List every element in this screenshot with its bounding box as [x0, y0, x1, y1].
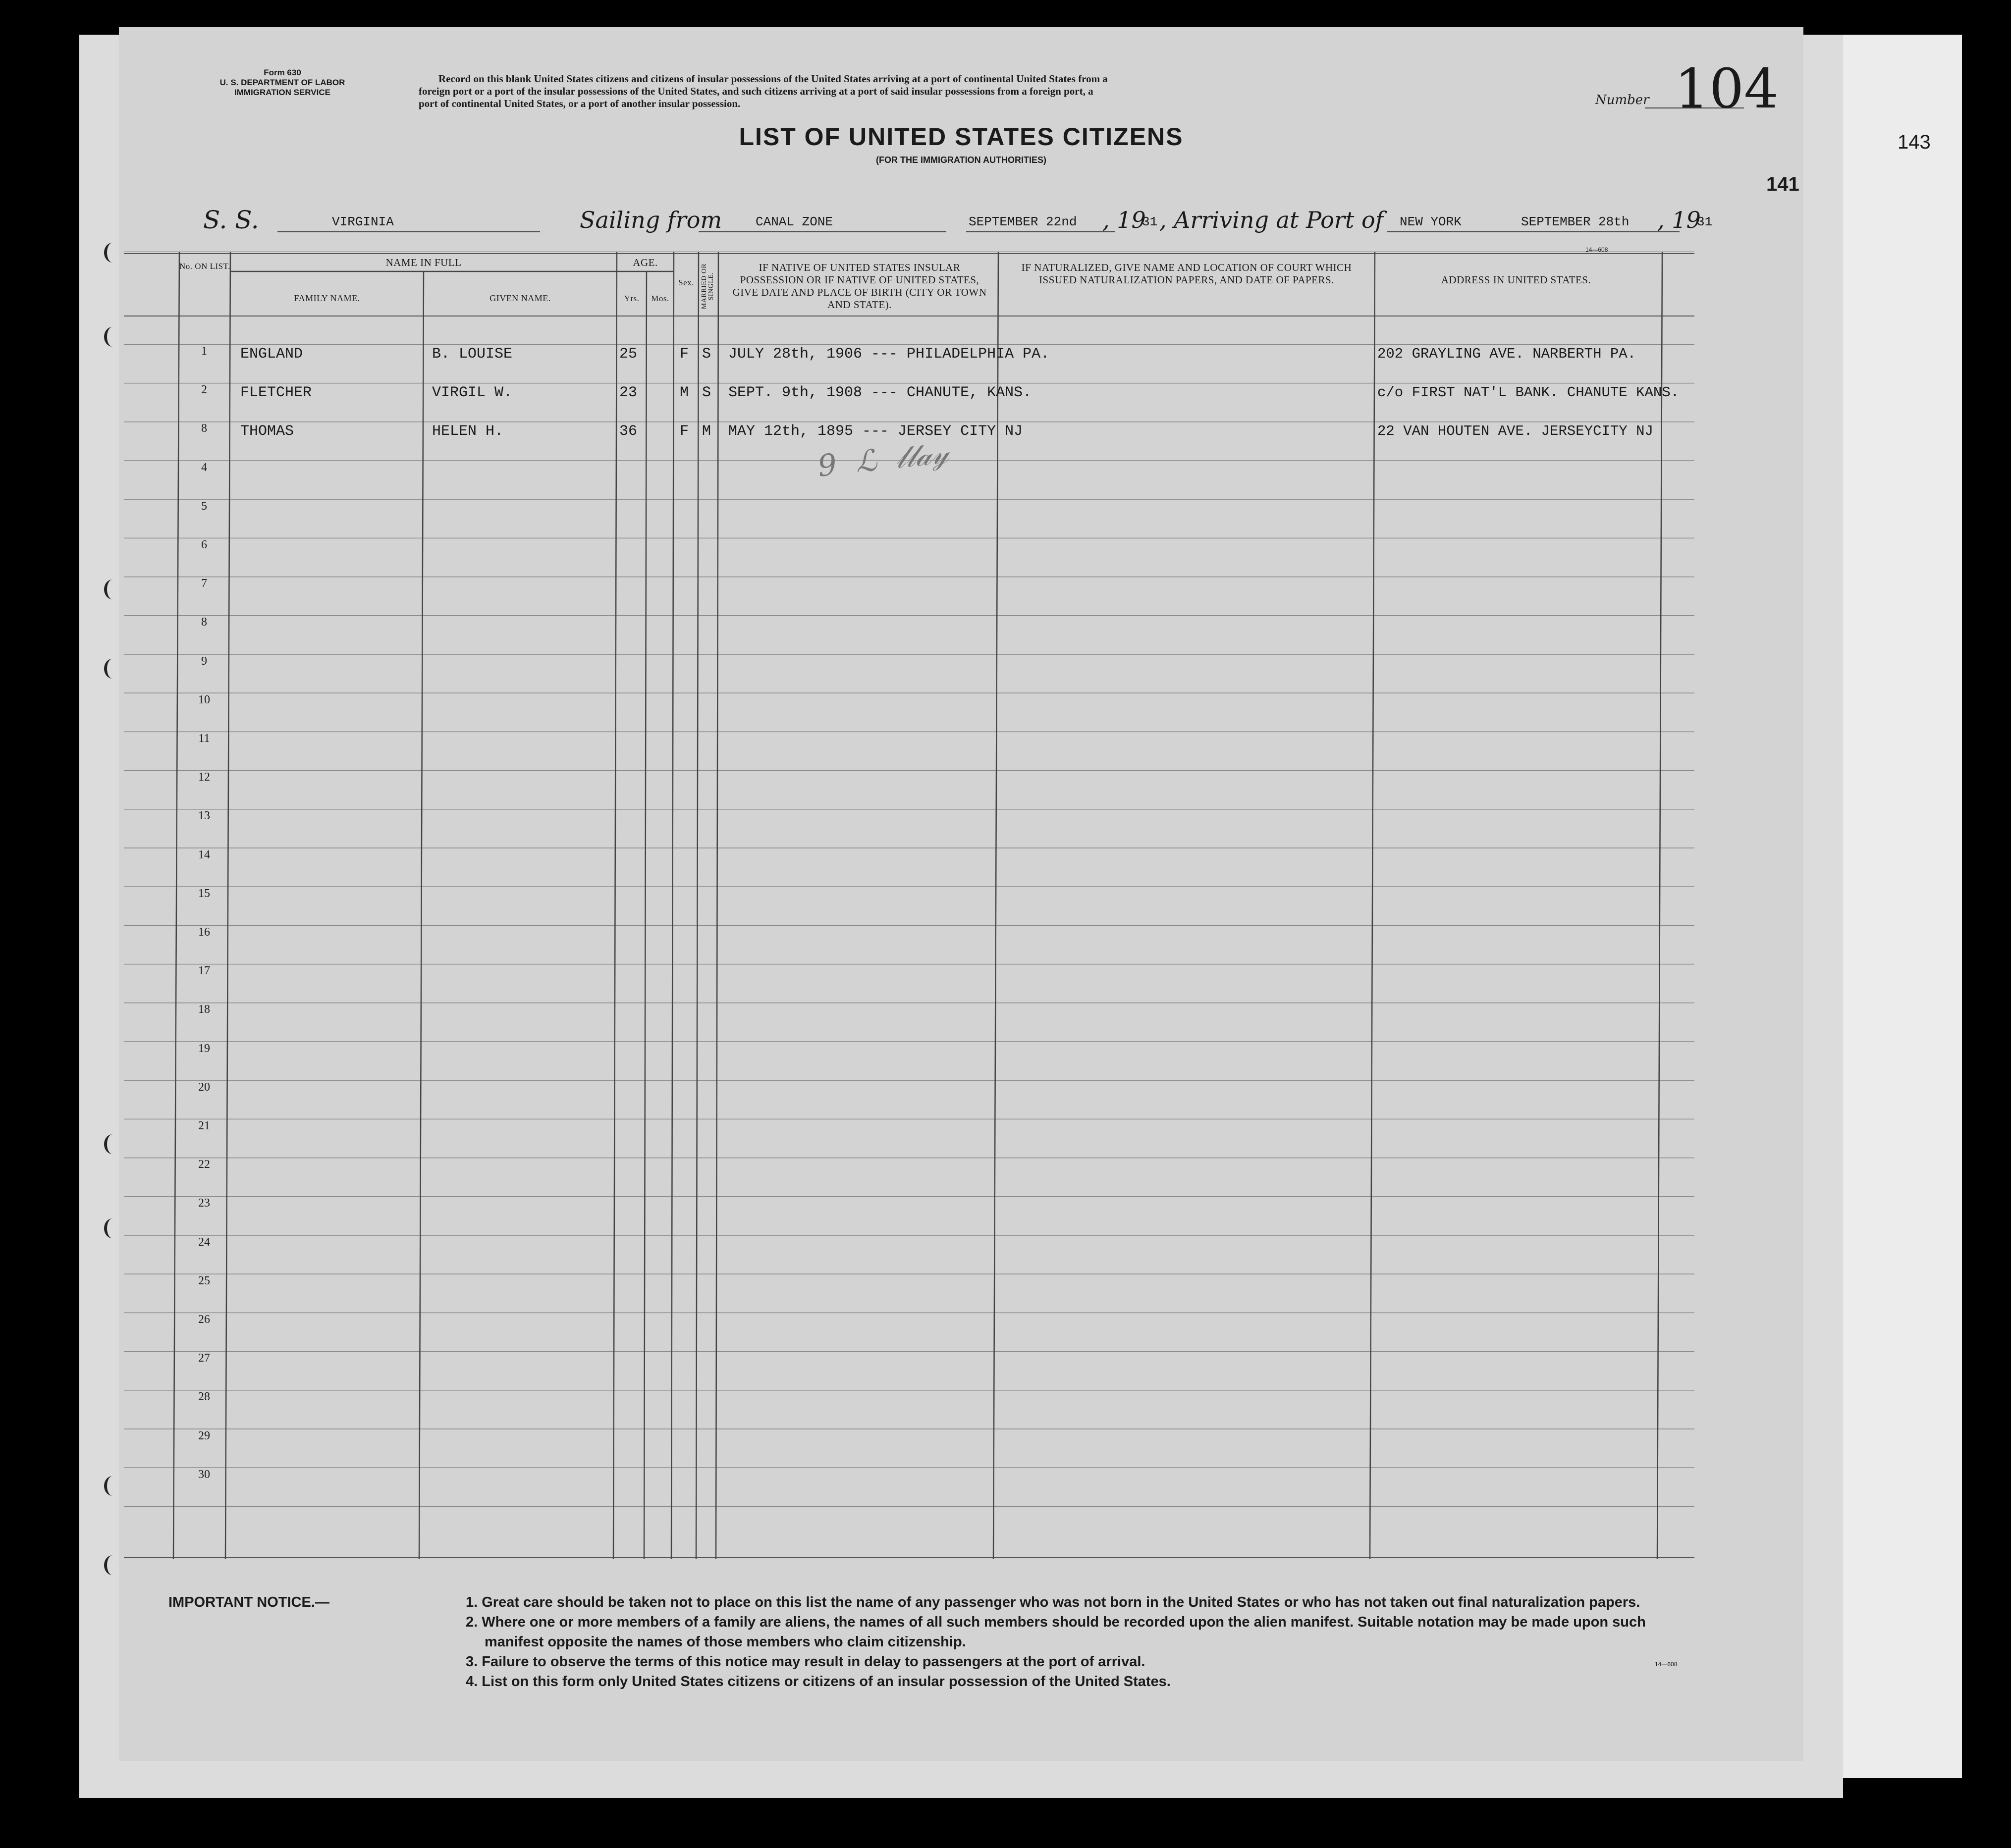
notice-heading: IMPORTANT NOTICE.—: [168, 1594, 329, 1610]
service: IMMIGRATION SERVICE: [234, 88, 330, 97]
arrival-underline: [1387, 231, 1680, 232]
arriving-label: , Arriving at Port of: [1159, 207, 1384, 233]
form-block: [188, 68, 377, 98]
col-yrs-header: Yrs.: [624, 294, 640, 303]
notice-item-2: 2. Where one or more members of a family are aliens, the names of all such members should be recorded upon the alien manifest. Suitable notation may be made upon such: [466, 1614, 1646, 1630]
sail-date: SEPTEMBER 22nd: [969, 214, 1077, 229]
col-mos-header: Mos.: [651, 294, 669, 303]
row-number: 7: [201, 577, 207, 590]
notice-items: [466, 1592, 1754, 1691]
row-number: 4: [201, 461, 207, 474]
form-number: Form 630: [264, 68, 301, 77]
sail-year: 31: [1142, 214, 1158, 229]
row-number: 26: [198, 1313, 210, 1326]
cell-given: HELEN H.: [432, 423, 504, 440]
cell-marital: S: [702, 384, 711, 402]
ship-name: VIRGINIA: [332, 214, 394, 229]
row-number: 15: [198, 887, 210, 900]
cell-address: 202 GRAYLING AVE. NARBERTH PA.: [1377, 346, 1636, 362]
col-sex-header: Sex.: [678, 278, 694, 287]
row-number: 19: [198, 1042, 210, 1055]
notice-item-1: 1. Great care should be taken not to place on this list the name of any passenger who was not born in the United States or who has not taken out final naturalization papers.: [466, 1594, 1640, 1610]
row-number: 8: [201, 422, 207, 435]
row-number: 23: [198, 1197, 210, 1210]
col-marital-header: MARRIED OR SINGLE.: [701, 263, 715, 310]
pencil-annotation: 9 ℒ 𝓁𝓁𝒶𝓎: [816, 435, 951, 484]
binder-hole: [104, 659, 121, 679]
from-port-underline: [699, 231, 946, 232]
cell-marital: M: [702, 423, 711, 440]
cell-sex: F: [680, 423, 689, 440]
manifest-page: [119, 27, 1803, 1761]
row-number: 6: [201, 538, 207, 551]
row-number: 16: [198, 926, 210, 939]
instruction-line: Record on this blank United States citizens and citizens of insular possessions of the United States arriving at a port of continental United States from a: [438, 73, 1108, 85]
arrival-year-prefix: , 19: [1657, 207, 1701, 233]
cell-yrs: 25: [619, 346, 638, 363]
sail-date-underline: [966, 231, 1115, 232]
instructions: [419, 73, 1642, 110]
row-number: 8: [201, 616, 207, 629]
cell-yrs: 23: [619, 384, 638, 402]
row-number: 5: [201, 499, 207, 513]
instruction-line: port of continental United States, or a port of another insular possession.: [419, 98, 741, 109]
row-number: 12: [198, 771, 210, 784]
sailing-label: Sailing from: [580, 207, 722, 233]
col-no-header: No. ON LIST.: [179, 262, 230, 271]
cell-given: B. LOUISE: [432, 346, 513, 363]
table-body: [124, 316, 1694, 1554]
row-number: 10: [198, 693, 210, 706]
table-row: [124, 341, 1694, 379]
binder-hole: [104, 1218, 121, 1238]
cell-address: c/o FIRST NAT'L BANK. CHANUTE KANS.: [1377, 384, 1680, 401]
cell-sex: F: [680, 346, 689, 363]
cell-family: THOMAS: [240, 423, 294, 440]
notice-item-4: 4. List on this form only United States citizens or citizens of an insular possession of the United States.: [466, 1674, 1171, 1690]
cell-address: 22 VAN HOUTEN AVE. JERSEYCITY NJ: [1377, 423, 1653, 440]
page-stamp-right: 143: [1898, 131, 1931, 153]
row-number: 20: [198, 1080, 210, 1094]
cell-yrs: 36: [619, 423, 638, 440]
cell-family: FLETCHER: [240, 384, 312, 402]
row-number: 27: [198, 1352, 210, 1365]
row-number: 25: [198, 1274, 210, 1287]
col-age-header: AGE.: [633, 257, 658, 268]
cell-family: ENGLAND: [240, 346, 303, 363]
col-naturalized-header: IF NATURALIZED, GIVE NAME AND LOCATION OF COURT WHICH ISSUED NATURALIZATION PAPERS, AND DATE OF PAPERS.: [1021, 262, 1352, 286]
page-subtitle: (FOR THE IMMIGRATION AUTHORITIES): [876, 155, 1046, 165]
cell-marital: S: [702, 346, 711, 363]
arrival-date: SEPTEMBER 28th: [1521, 214, 1630, 229]
from-port: CANAL ZONE: [756, 214, 833, 229]
number-value: 104: [1675, 57, 1779, 120]
arrival-port: NEW YORK: [1400, 214, 1462, 229]
cell-birth: MAY 12th, 1895 --- JERSEY CITY NJ: [728, 423, 1023, 440]
table-row: [124, 379, 1694, 418]
col-given-header: GIVEN NAME.: [489, 293, 551, 303]
ship-underline: [277, 231, 540, 232]
adjacent-page: [1833, 35, 1962, 1778]
row-number: 30: [198, 1468, 210, 1481]
binder-hole: [104, 1134, 121, 1154]
col-name-header: NAME IN FULL: [385, 257, 462, 268]
cell-birth: JULY 28th, 1906 --- PHILADELPHIA PA.: [728, 346, 1050, 363]
manifest-table: [124, 252, 1694, 1559]
page-stamp-left: 141: [1766, 173, 1799, 195]
binder-hole: [104, 327, 121, 347]
binder-hole: [104, 580, 121, 599]
col-family-header: FAMILY NAME.: [294, 293, 360, 303]
row-number: 1: [201, 345, 207, 358]
page-title: LIST OF UNITED STATES CITIZENS: [739, 123, 1184, 151]
row-number: 24: [198, 1235, 210, 1249]
row-number: 18: [198, 1003, 210, 1016]
row-number: 11: [198, 732, 210, 745]
sail-year-prefix: , 19: [1102, 207, 1146, 233]
row-number: 28: [198, 1390, 210, 1404]
department: U. S. DEPARTMENT OF LABOR: [219, 78, 345, 87]
notice-form-code: 14—608: [1655, 1661, 1678, 1668]
cell-birth: SEPT. 9th, 1908 --- CHANUTE, KANS.: [728, 384, 1032, 402]
row-number: 29: [198, 1429, 210, 1442]
arrival-year: 31: [1697, 214, 1713, 229]
row-number: 17: [198, 964, 210, 978]
printer-code: 14—608: [1585, 246, 1608, 253]
col-address-header: ADDRESS IN UNITED STATES.: [1441, 274, 1591, 286]
row-number: 22: [198, 1158, 210, 1171]
ss-label: S. S.: [203, 206, 259, 234]
binder-hole: [104, 1476, 121, 1496]
row-number: 14: [198, 848, 210, 861]
binder-hole: [104, 243, 121, 263]
row-number: 9: [201, 654, 207, 668]
notice-item-3: 3. Failure to observe the terms of this notice may result in delay to passengers at the port of arrival.: [466, 1654, 1145, 1670]
row-number: 13: [198, 809, 210, 823]
notice-item-2-cont: manifest opposite the names of those members who claim citizenship.: [485, 1634, 966, 1650]
cell-sex: M: [680, 384, 689, 402]
binder-hole: [104, 1555, 121, 1575]
col-birth-header: IF NATIVE OF UNITED STATES INSULAR POSSESSION OR IF NATIVE OF UNITED STATES, GIVE DATE AND PLACE OF BIRTH (CITY OR TOWN AND STATE).: [732, 262, 987, 311]
instruction-line: foreign port or a port of the insular possessions of the United States, and such citizens arriving at a port of said insular possessions from a foreign port, a: [419, 85, 1093, 97]
row-number: 2: [201, 383, 207, 397]
number-label: Number: [1595, 93, 1649, 107]
voyage-line: [203, 206, 1739, 235]
cell-given: VIRGIL W.: [432, 384, 513, 402]
row-number: 21: [198, 1119, 210, 1132]
